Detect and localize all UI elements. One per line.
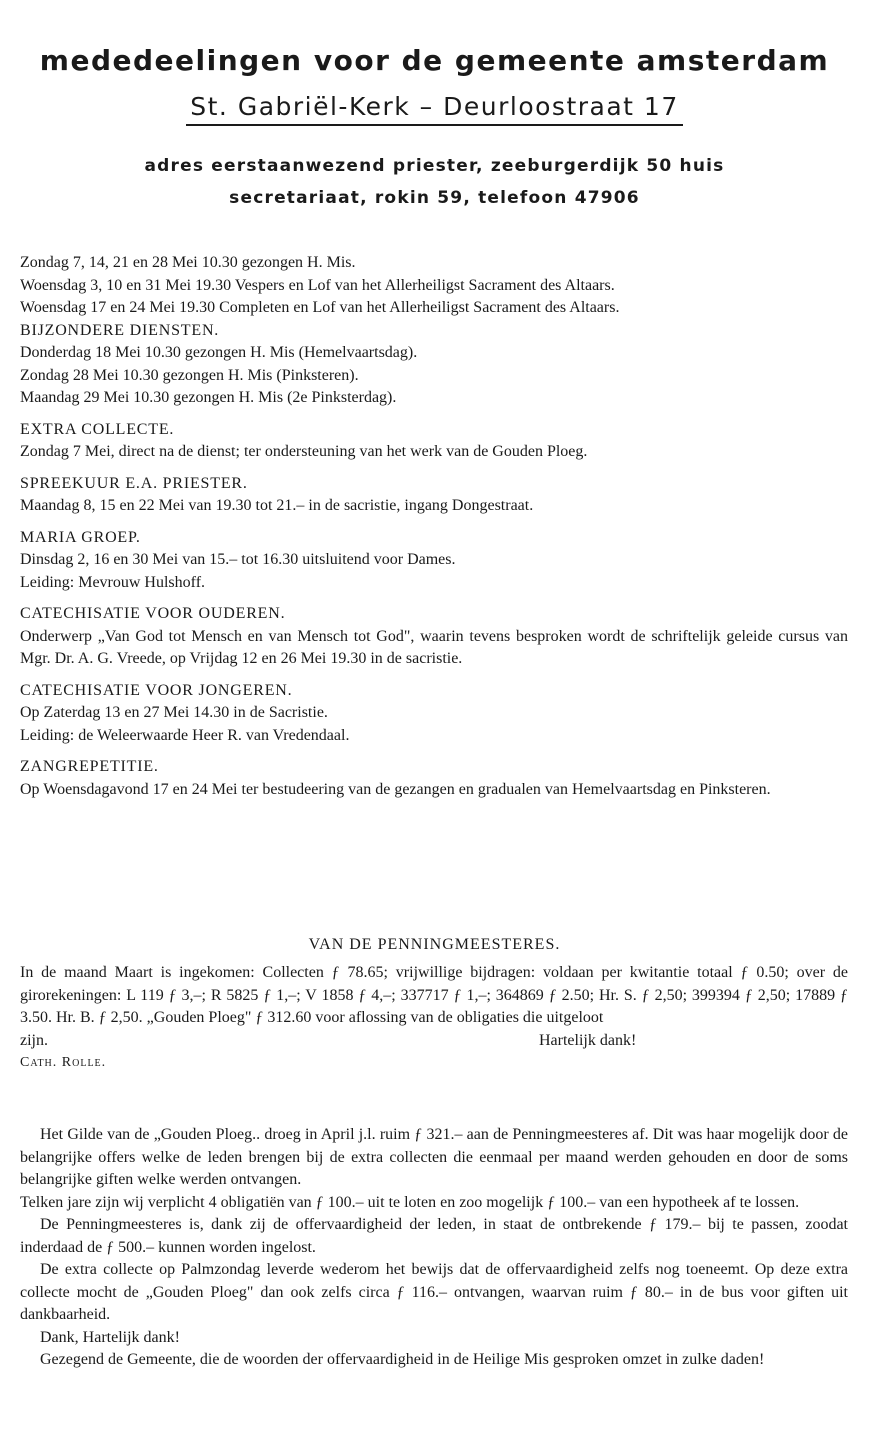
- gilde-report: [20, 1124, 848, 1372]
- treasurer-signature: Cath. Rolle.: [20, 1055, 107, 1070]
- section-line: Op Zaterdag 13 en 27 Mei 14.30 in de Sacristie.: [20, 704, 328, 721]
- section-heading: CATECHISATIE VOOR OUDEREN.: [20, 605, 286, 622]
- treasurer-thanks: Hartelijk dank!: [539, 1031, 637, 1049]
- gilde-paragraph: Dank, Hartelijk dank!: [40, 1328, 180, 1346]
- church-name: St. Gabriël-Kerk – Deurloostraat 17: [186, 92, 682, 126]
- secretariat-address: secretariaat, rokin 59, telefoon 47906: [229, 188, 640, 208]
- section-line: Leiding: Mevrouw Hulshoff.: [20, 573, 206, 591]
- section-heading: BIJZONDERE DIENSTEN.: [20, 321, 220, 339]
- treasurer-heading: VAN DE PENNINGMEESTERES.: [308, 936, 561, 953]
- gilde-paragraph: De Penningmeesteres is, dank zij de offervaardigheid der leden, in staat de ontbrekende ƒ 179.– bij te passen, zoodat inderdaad de ƒ 500.– kunnen worden ingelost.: [20, 1216, 848, 1256]
- treasurer-report: [20, 962, 848, 1074]
- section-heading: ZANGREPETITIE.: [20, 758, 159, 775]
- section-line: Maandag 29 Mei 10.30 gezongen H. Mis (2e Pinksterdag).: [20, 389, 397, 406]
- section-line: Zondag 28 Mei 10.30 gezongen H. Mis (Pinksteren).: [20, 366, 359, 384]
- masthead-title: mededeelingen voor de gemeente amsterdam: [39, 44, 830, 77]
- service-line: Woensdag 3, 10 en 31 Mei 19.30 Vespers en Lof van het Allerheiligst Sacrament des Altaars.: [20, 276, 615, 294]
- gilde-paragraph: Gezegend de Gemeente, die de woorden der offervaardigheid in de Heilige Mis gesproken omzet in zulke daden!: [40, 1351, 765, 1368]
- section-line: Donderdag 18 Mei 10.30 gezongen H. Mis (Hemelvaartsdag).: [20, 344, 418, 361]
- section-line: Leiding: de Weleerwaarde Heer R. van Vredendaal.: [20, 726, 350, 744]
- section-line: Zondag 7 Mei, direct na de dienst; ter ondersteuning van het werk van de Gouden Ploeg.: [20, 443, 588, 460]
- service-line: Woensdag 17 en 24 Mei 19.30 Completen en Lof van het Allerheiligst Sacrament des Altaars.: [20, 299, 620, 316]
- service-line: Zondag 7, 14, 21 en 28 Mei 10.30 gezongen H. Mis.: [20, 254, 356, 271]
- section-line: Op Woensdagavond 17 en 24 Mei ter bestudeering van de gezangen en gradualen van Hemelvaartsdag en Pinksteren.: [20, 780, 771, 798]
- treasurer-body-end: zijn.: [20, 1031, 48, 1049]
- section-heading: SPREEKUUR E.A. PRIESTER.: [20, 474, 248, 492]
- treasurer-body: In de maand Maart is ingekomen: Collecten ƒ 78.65; vrijwillige bijdragen: voldaan per kwitantie totaal ƒ 0.50; over de girorekeningen: L 119 ƒ 3,–; R 5825 ƒ 1,–; V 1858 ƒ 4,–; 337717 ƒ 1,–; 364869 ƒ 2.50; Hr. S. ƒ 2,50; 399394 ƒ 2,50; 17889 ƒ 3.50. Hr. B. ƒ 2,50. „Gouden Ploeg" ƒ 312.60 voor aflossing van de obligaties die uitgeloot: [20, 964, 848, 1026]
- gilde-paragraph: Telken jare zijn wij verplicht 4 obligatiën van ƒ 100.– uit te loten en zoo mogelijk ƒ 100.– van een hypotheek af te lossen.: [20, 1193, 800, 1211]
- gilde-paragraph: Het Gilde van de „Gouden Ploeg.. droeg in April j.l. ruim ƒ 321.– aan de Penningmeesteres af. Dit was haar mogelijk door de belangrijke offers welke de leden brengen bij de extra collecten die eenmaal per maand werden gehouden en door de soms belangrijke giften welke werden ontvangen.: [20, 1126, 848, 1188]
- section-line: Maandag 8, 15 en 22 Mei van 19.30 tot 21.– in de sacristie, ingang Dongestraat.: [20, 497, 534, 514]
- priest-address: adres eerstaanwezend priester, zeeburgerdijk 50 huis: [144, 156, 725, 176]
- section-heading: CATECHISATIE VOOR JONGEREN.: [20, 681, 293, 699]
- gilde-paragraph: De extra collecte op Palmzondag leverde wederom het bewijs dat de offervaardigheid zelfs nog toeneemt. Op deze extra collecte mocht de „Gouden Ploeg" dan ook zelfs circa ƒ 116.– ontvangen, waarvan ruim ƒ 80.– in de bus voor giften uit dankbaarheid.: [20, 1261, 848, 1323]
- section-heading: MARIA GROEP.: [20, 528, 141, 546]
- section-heading: EXTRA COLLECTE.: [20, 420, 175, 438]
- announcements: [20, 252, 848, 801]
- section-line: Dinsdag 2, 16 en 30 Mei van 15.– tot 16.30 uitsluitend voor Dames.: [20, 551, 456, 568]
- section-line: Onderwerp „Van God tot Mensch en van Mensch tot God", waarin tevens besproken wordt de schriftelijk geleide cursus van Mgr. Dr. A. G. Vreede, op Vrijdag 12 en 26 Mei 19.30 in de sacristie.: [20, 627, 848, 667]
